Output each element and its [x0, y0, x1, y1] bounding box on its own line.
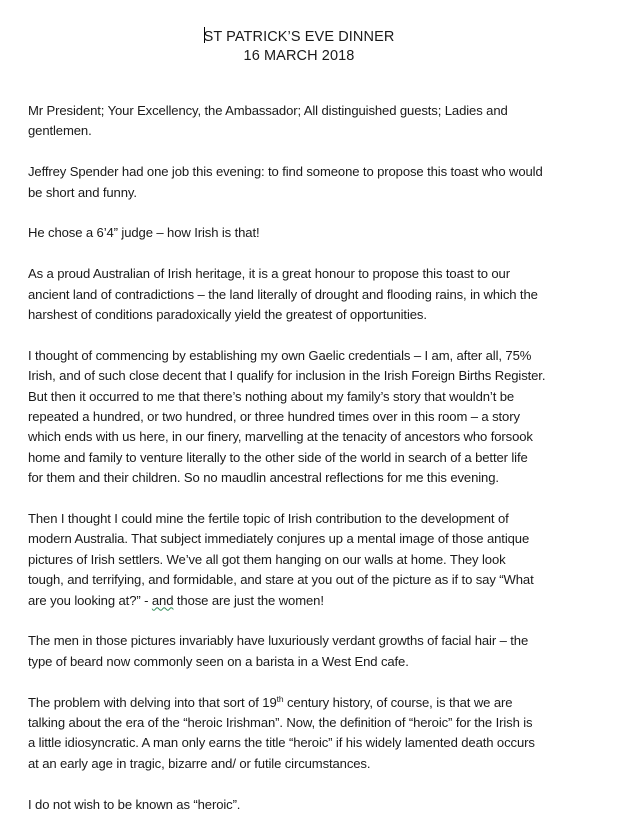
- text-line: He chose a 6’4” judge – how Irish is that!: [28, 225, 260, 241]
- paragraph[interactable]: [28, 509, 623, 611]
- paragraph[interactable]: [28, 693, 623, 775]
- title-first-letter: S: [203, 29, 214, 45]
- text-line: pictures of Irish settlers. We’ve all got them hanging on our walls at home. They look: [28, 551, 506, 567]
- text-line: talking about the era of the “heroic Irishman”. Now, the definition of “heroic” for the Irish is: [28, 715, 533, 731]
- superscript: th: [276, 693, 284, 704]
- text-line: tough, and terrifying, and formidable, and stare at you out of the picture as if to say “What: [28, 572, 534, 588]
- paragraph[interactable]: [28, 162, 623, 203]
- text-line: modern Australia. That subject immediately conjures up a mental image of those antique: [28, 531, 530, 547]
- text-line: gentlemen.: [28, 123, 92, 139]
- paragraph[interactable]: [28, 101, 623, 142]
- text-line: for them and their children. So no maudlin ancestral reflections for me this evening.: [28, 470, 499, 486]
- text-run: are you looking at?” -: [28, 592, 152, 608]
- text-line: be short and funny.: [28, 184, 137, 200]
- text-line: As a proud Australian of Irish heritage, it is a great honour to propose this toast to our: [28, 266, 510, 282]
- text-line: which ends with us here, in our finery, marvelling at the tenacity of ancestors who forsook: [28, 429, 533, 445]
- text-line: But then it occurred to me that there’s nothing about my family’s story that wouldn’t be: [28, 388, 515, 404]
- text-line: I do not wish to be known as “heroic”.: [28, 796, 241, 812]
- paragraph[interactable]: [28, 631, 623, 672]
- spelling-flag[interactable]: and: [151, 592, 174, 608]
- text-line: a little idiosyncratic. A man only earns the title “heroic” if his widely lamented death occurs: [28, 735, 535, 751]
- text-line: harshest of conditions paradoxically yield the greatest of opportunities.: [28, 307, 427, 323]
- paragraph[interactable]: [28, 795, 623, 815]
- text-line: [28, 591, 623, 611]
- document-title[interactable]: [0, 27, 598, 47]
- text-run: The problem with delving into that sort of 19: [28, 694, 277, 710]
- text-run: those are just the women!: [173, 592, 324, 608]
- text-line: Mr President; Your Excellency, the Ambassador; All distinguished guests; Ladies and: [28, 103, 508, 118]
- paragraph[interactable]: [28, 264, 623, 325]
- text-line: Irish, and of such close decent that I qualify for inclusion in the Irish Foreign Births Register.: [28, 368, 546, 384]
- paragraph[interactable]: [28, 346, 623, 489]
- document-date[interactable]: 16 MARCH 2018: [243, 48, 355, 64]
- text-line: The men in those pictures invariably have luxuriously verdant growths of facial hair – the: [28, 633, 529, 649]
- paragraph[interactable]: [28, 223, 623, 243]
- title-rest: T PATRICK’S EVE DINNER: [213, 29, 395, 45]
- text-line: repeated a hundred, or two hundred, or three hundred times over in this room – a story: [28, 409, 520, 425]
- text-line: Then I thought I could mine the fertile topic of Irish contribution to the development of: [28, 511, 509, 527]
- text-line: type of beard now commonly seen on a barista in a West End cafe.: [28, 653, 409, 669]
- document-header: [0, 27, 598, 66]
- text-line: [28, 693, 623, 713]
- text-line: I thought of commencing by establishing my own Gaelic credentials – I am, after all, 75%: [28, 347, 532, 363]
- document-body[interactable]: [28, 101, 623, 835]
- text-line: at an early age in tragic, bizarre and/ or futile circumstances.: [28, 755, 371, 771]
- text-line: Jeffrey Spender had one job this evening: to find someone to propose this toast who would: [28, 164, 543, 180]
- text-line: ancient land of contradictions – the land literally of drought and flooding rains, in which the: [28, 286, 538, 302]
- text-run: century history, of course, is that we are: [283, 694, 513, 710]
- text-line: home and family to venture literally to the other side of the world in search of a better life: [28, 449, 528, 465]
